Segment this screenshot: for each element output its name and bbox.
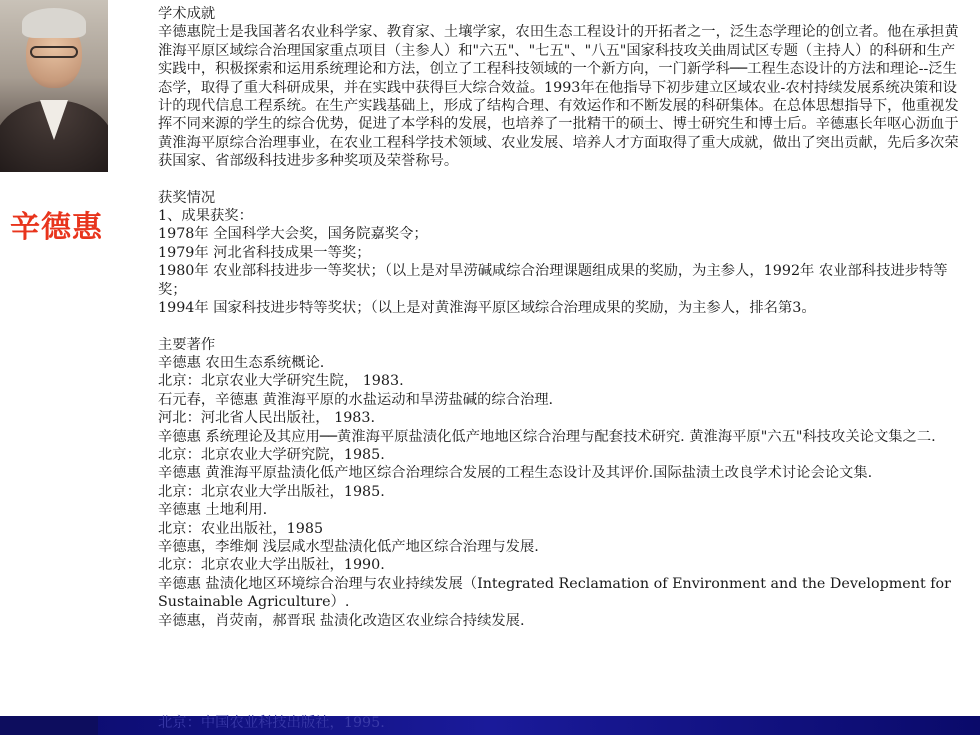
works-line: 辛德惠，肖荧南，郝晋珉 盐渍化改造区农业综合持续发展. xyxy=(158,612,525,629)
works-line: 北京：农业出版社，1985 xyxy=(158,520,324,537)
awards-title: 获奖情况 xyxy=(158,189,216,206)
works-line: 北京：北京农业大学出版社，1990. xyxy=(158,557,385,574)
works-line: 辛德惠 黄淮海平原盐渍化低产地区综合治理综合发展的工程生态设计及其评价.国际盐渍土改良学术讨论会论文集. xyxy=(158,465,873,482)
awards-line: 1978年 全国科学大会奖，国务院嘉奖令； xyxy=(158,226,428,243)
bottom-bar-accent xyxy=(0,716,98,735)
works-line: 北京：北京农业大学研究院，1985. xyxy=(158,446,385,463)
works-title: 主要著作 xyxy=(158,336,216,353)
works-line: 河北：河北省人民出版社， 1983. xyxy=(158,410,376,427)
achievements-body: 辛德惠院士是我国著名农业科学家、教育家、土壤学家，农田生态工程设计的开拓者之一，泛生态学理论的创立者。他在承担黄淮海平原区域综合治理国家重点项目（主参人）和"六五"、"七五"、"八五"国家科技攻关曲周试区专题（主持人）的科研和生产实践中，积极探索和运用系统理论和方法，创立了工程科技领域的一个新方向，一门新学科──工程生态设计的方法和理论--泛生态学，取得了重大科研成果，并在实践中获得巨大综合效益。1993年在他指导下初步建立区域农业-农村持续发展系统决策和设计的现代信息工程系统。在生产实践基础上，形成了结构合理、有效运作和不断发展的科研集体。在总体思想指导下，他重视发挥不同来源的学生的综合优势，促进了本学科的发展，也培养了一批精干的硕士、博士研究生和博士后。辛德惠长年呕心沥血于黄淮海平原综合治理事业，在农业工程科学技术领域、农业发展、培养人才方面取得了重大成就，做出了突出贡献，先后多次荣获国家、省部级科技进步多种奖项及荣誉称号。 xyxy=(158,24,959,170)
works-line: 石元春，辛德惠 黄淮海平原的水盐运动和旱涝盐碱的综合治理. xyxy=(158,391,554,408)
works-line: 辛德惠，李维炯 浅层咸水型盐渍化低产地区综合治理与发展. xyxy=(158,538,539,555)
achievements-title: 学术成就 xyxy=(158,6,216,22)
bottom-bar xyxy=(0,716,980,735)
works-line: 北京：北京农业大学出版社，1985. xyxy=(158,483,385,500)
awards-line: 1、成果获奖： xyxy=(158,208,253,225)
works-line: 北京：北京农业大学研究生院， 1983. xyxy=(158,373,404,390)
works-line: 辛德惠 土地利用. xyxy=(158,502,268,519)
awards-line: 1980年 农业部科技进步一等奖状；（以上是对旱涝碱咸综合治理课题组成果的奖励，为主参人，1992年 农业部科技进步特等奖； xyxy=(158,263,948,298)
person-name: 辛德惠 xyxy=(10,210,103,245)
portrait-photo xyxy=(0,0,108,172)
works-line: 辛德惠 系统理论及其应用──黄淮海平原盐渍化低产地地区综合治理与配套技术研究. 黄淮海平原"六五"科技攻关论文集之二. xyxy=(158,428,936,445)
works-faded-line: 北京：中国农业科技出版社，1995. xyxy=(158,715,385,731)
awards-line: 1994年 国家科技进步特等奖状；（以上是对黄淮海平原区域综合治理成果的奖励，为主参人，排名第3。 xyxy=(158,300,816,317)
main-content xyxy=(158,5,968,630)
works-line: 辛德惠 盐渍化地区环境综合治理与农业持续发展（Integrated Reclamation of Environment and the Development for Sustainable Agriculture）. xyxy=(158,575,951,611)
works-line: 辛德惠 农田生态系统概论. xyxy=(158,354,325,371)
portrait-glasses xyxy=(30,46,78,58)
awards-line: 1979年 河北省科技成果一等奖； xyxy=(158,244,371,261)
portrait-hair xyxy=(22,8,86,38)
